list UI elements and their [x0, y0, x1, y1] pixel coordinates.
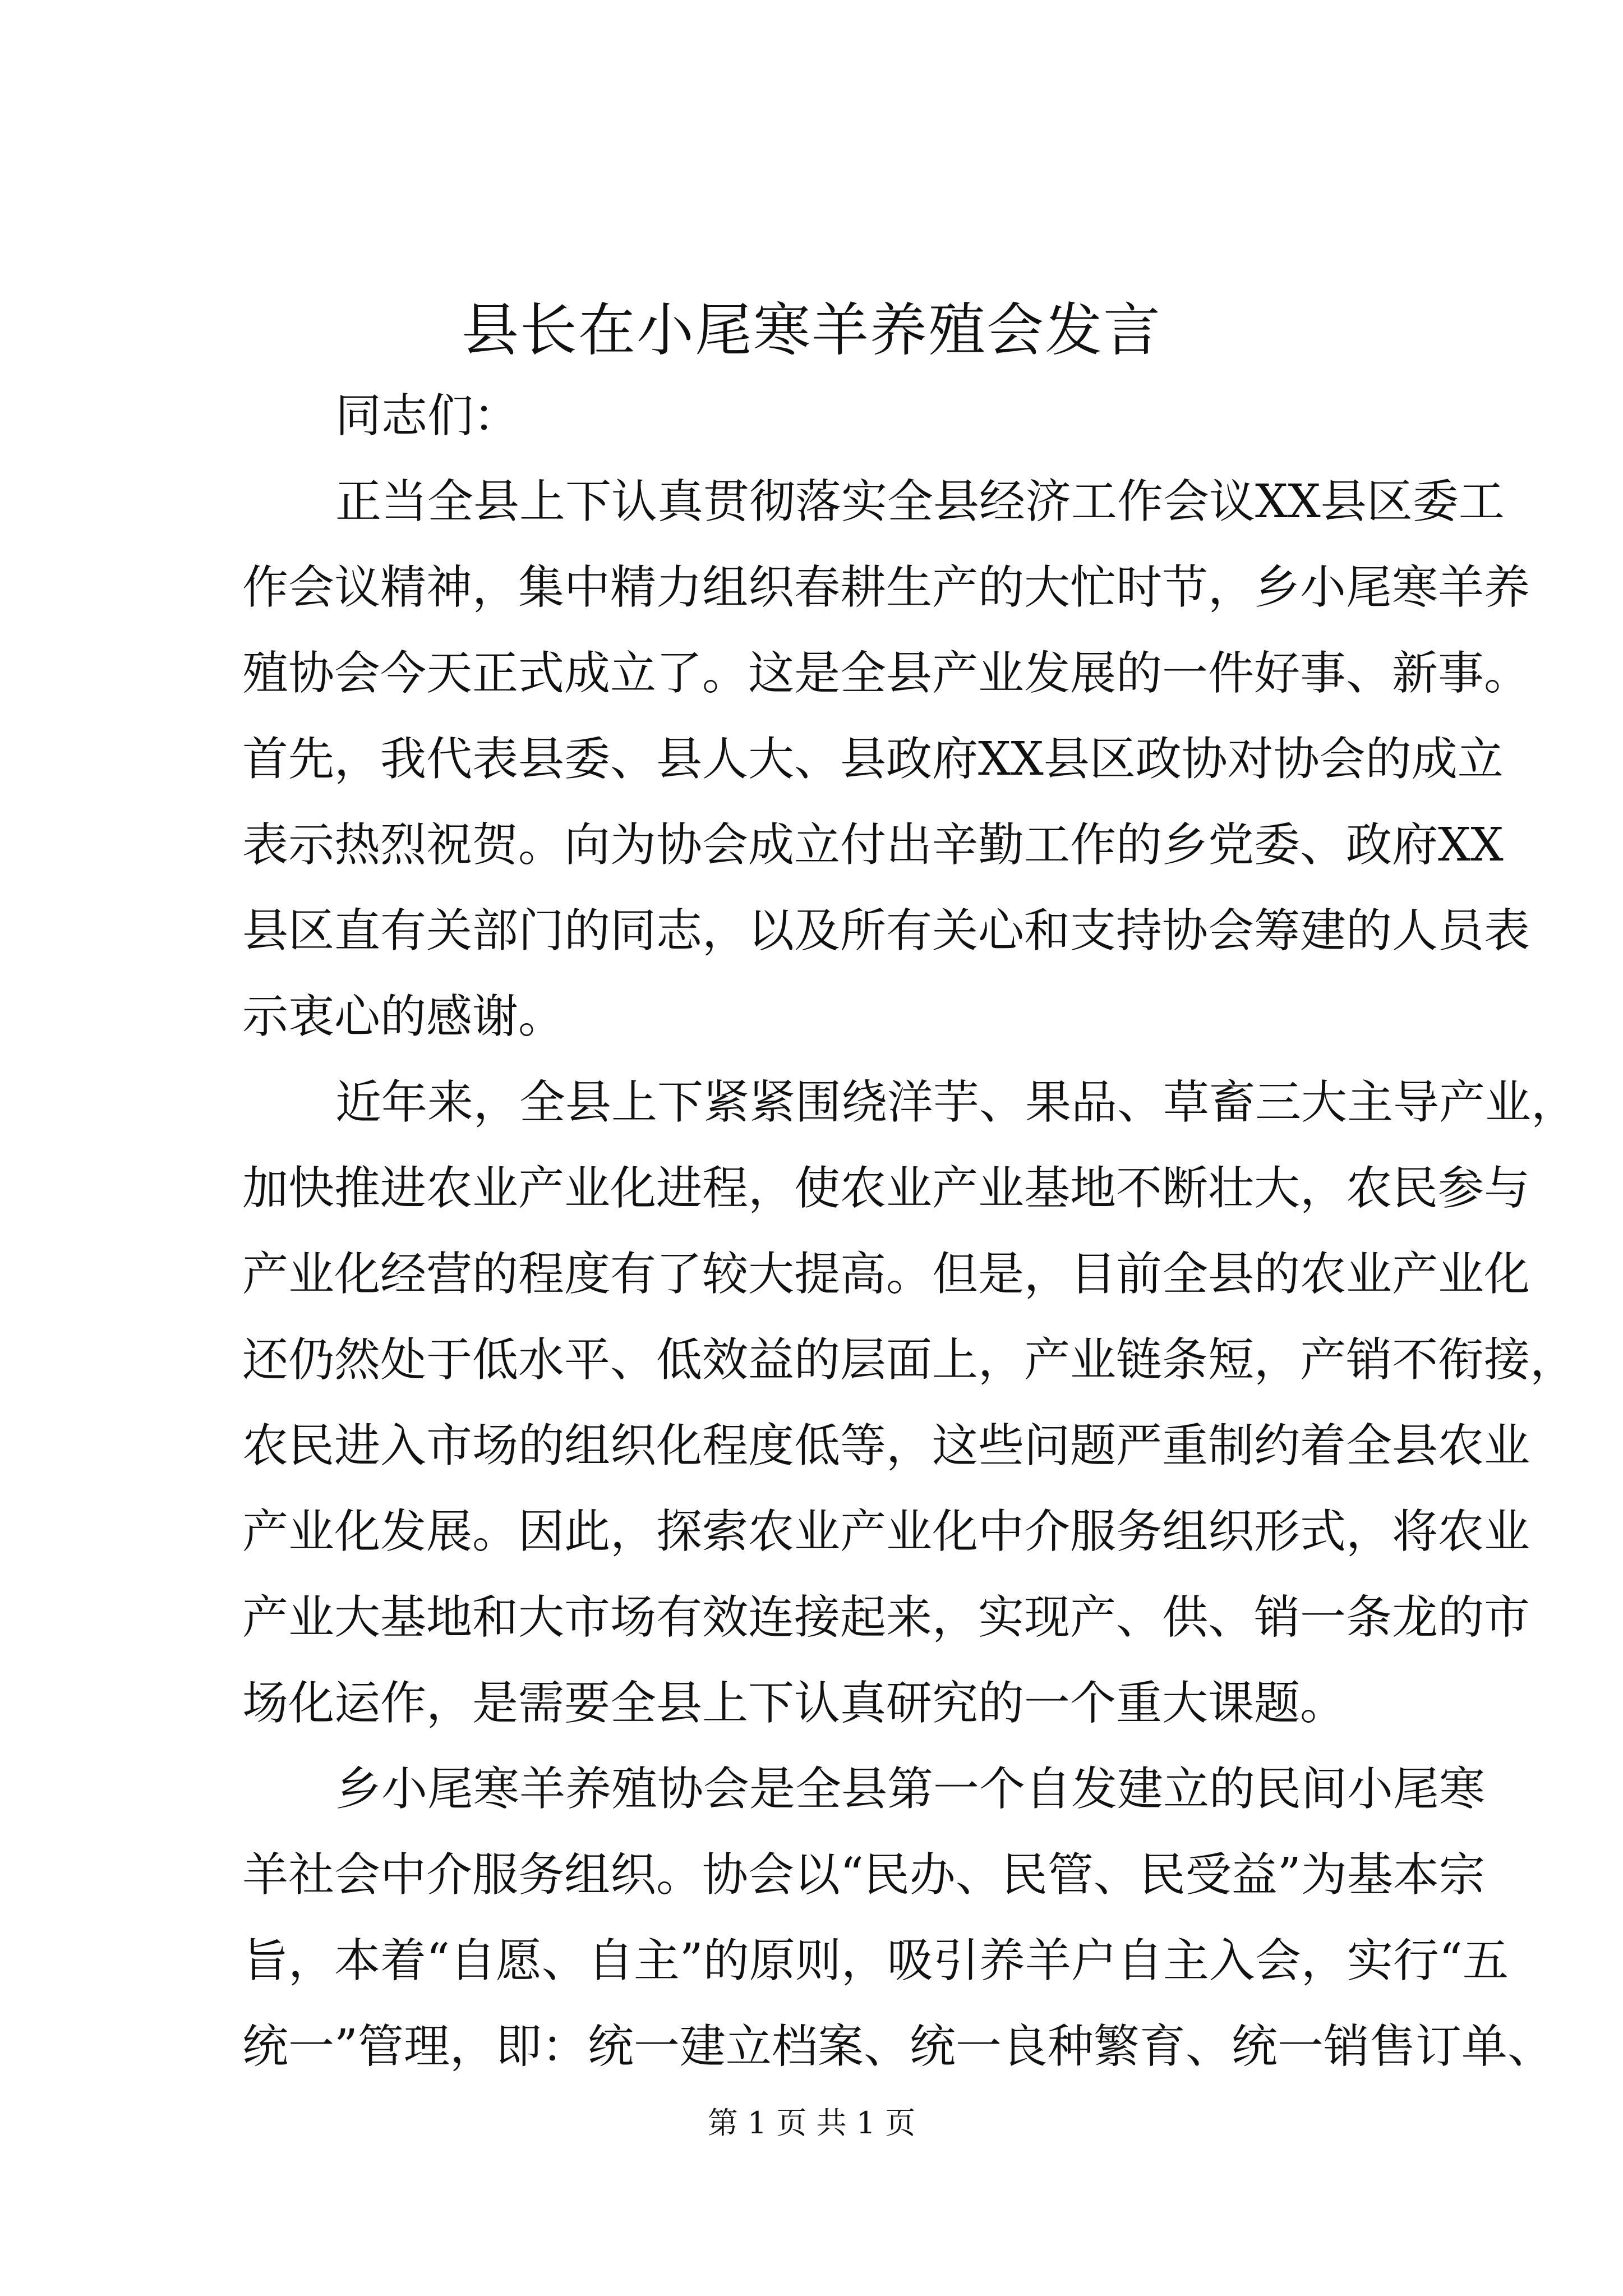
body-text-line: 同志们： — [335, 389, 520, 443]
body-text-line: 农民进入市场的组织化程度低等，这些问题严重制约着全县农业 — [242, 1419, 1530, 1473]
body-text-line: 产业化经营的程度有了较大提高。但是，目前全县的农业产业化 — [242, 1248, 1530, 1301]
body-text-line: 产业化发展。因此，探索农业产业化中介服务组织形式，将农业 — [242, 1505, 1530, 1558]
body-text-line: 正当全县上下认真贯彻落实全县经济工作会议XX县区委工 — [335, 475, 1505, 528]
body-text-line: 羊社会中介服务组织。协会以“民办、民管、民受益”为基本宗 — [242, 1848, 1485, 1902]
body-text-line: 县区直有关部门的同志，以及所有关心和支持协会筹建的人员表 — [242, 904, 1530, 958]
body-text-line: 表示热烈祝贺。向为协会成立付出辛勤工作的乡党委、政府XX — [242, 818, 1504, 872]
body-text-line: 作会议精神，集中精力组织春耕生产的大忙时节，乡小尾寒羊养 — [242, 561, 1530, 614]
page-number-footer: 第 1 页 共 1 页 — [707, 2105, 916, 2141]
body-text-line: 产业大基地和大市场有效连接起来，实现产、供、销一条龙的市 — [242, 1591, 1530, 1644]
document-title: 县长在小尾寒羊养殖会发言 — [462, 297, 1161, 364]
body-text-line: 还仍然处于低水平、低效益的层面上，产业链条短，产销不衔接， — [242, 1333, 1576, 1387]
document-body — [242, 373, 1578, 2090]
body-text-line: 加快推进农业产业化进程，使农业产业基地不断壮大，农民参与 — [242, 1162, 1530, 1215]
body-text-line: 乡小尾寒羊养殖协会是全县第一个自发建立的民间小尾寒 — [335, 1763, 1486, 1816]
body-text-line: 殖协会今天正式成立了。这是全县产业发展的一件好事、新事。 — [242, 647, 1530, 700]
body-text-line: 场化运作，是需要全县上下认真研究的一个重大课题。 — [242, 1677, 1347, 1730]
body-text-line: 旨，本着“自愿、自主”的原则，吸引养羊户自主入会，实行“五 — [242, 1934, 1509, 1987]
body-text-line: 近年来，全县上下紧紧围绕洋芋、果品、草畜三大主导产业， — [335, 1076, 1578, 1129]
body-text-line: 首先，我代表县委、县人大、县政府XX县区政协对协会的成立 — [242, 733, 1504, 786]
body-text-line: 示衷心的感谢。 — [242, 990, 565, 1043]
body-text-line: 统一”管理，即：统一建立档案、统一良种繁育、统一销售订单、 — [242, 2020, 1553, 2073]
